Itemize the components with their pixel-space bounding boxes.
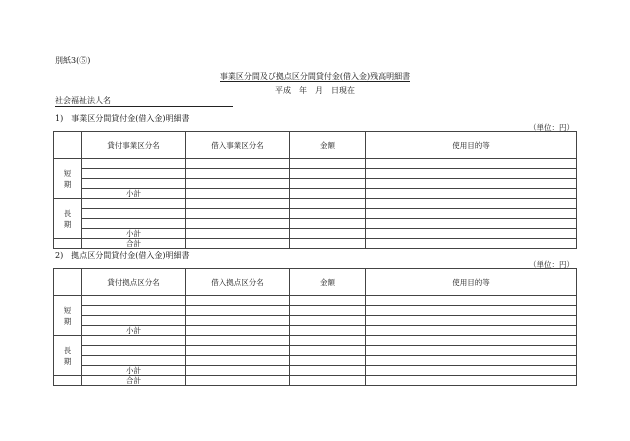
long-term-label: 長 期: [54, 199, 82, 239]
table-cell[interactable]: [186, 326, 290, 336]
table-cell[interactable]: [186, 356, 290, 366]
blank-cell: [54, 239, 82, 249]
total-row: [54, 239, 577, 249]
table-cell[interactable]: [186, 296, 290, 306]
table-cell[interactable]: [82, 356, 186, 366]
table-row: [54, 219, 577, 229]
total-row: [54, 376, 577, 386]
table-row: [54, 179, 577, 189]
table-cell[interactable]: [366, 316, 577, 326]
long-term-label: 長 期: [54, 336, 82, 376]
table-cell[interactable]: [366, 239, 577, 249]
table-cell[interactable]: [82, 296, 186, 306]
table-cell[interactable]: [186, 376, 290, 386]
table-cell[interactable]: [82, 159, 186, 169]
table-cell[interactable]: [366, 159, 577, 169]
subtotal-row: [54, 189, 577, 199]
column-header: 使用目的等: [366, 269, 577, 296]
table-cell[interactable]: [290, 346, 366, 356]
table-row: [54, 346, 577, 356]
table-cell[interactable]: [290, 189, 366, 199]
corner-cell: [54, 132, 82, 159]
subtotal-label: 小計: [82, 366, 186, 376]
subtotal-label: 小計: [82, 189, 186, 199]
column-header: 使用目的等: [366, 132, 577, 159]
corporation-name-field: [55, 96, 233, 107]
table-cell[interactable]: [366, 376, 577, 386]
table-cell[interactable]: [186, 346, 290, 356]
table-cell[interactable]: [290, 376, 366, 386]
table-cell[interactable]: [366, 296, 577, 306]
date-line: 平成 年 月 日現在: [275, 86, 355, 95]
table-cell[interactable]: [366, 179, 577, 189]
table-cell[interactable]: [290, 296, 366, 306]
annex-label: 別紙3(⑤): [55, 56, 91, 65]
total-label: 合計: [82, 376, 186, 386]
table-cell[interactable]: [82, 199, 186, 209]
section-2-table: [53, 268, 577, 386]
table-header-row: [54, 269, 577, 296]
table-cell[interactable]: [186, 366, 290, 376]
table-cell[interactable]: [186, 209, 290, 219]
column-header: 金額: [290, 132, 366, 159]
table-cell[interactable]: [366, 219, 577, 229]
document-title: 事業区分間及び拠点区分間貸付金(借入金)残高明細書: [219, 72, 411, 81]
column-header: 金額: [290, 269, 366, 296]
section-1-unit: （単位：円）: [529, 123, 574, 132]
table-cell[interactable]: [82, 346, 186, 356]
column-header: 借入事業区分名: [186, 132, 290, 159]
subtotal-row: [54, 229, 577, 239]
corporation-name-label: 社会福祉法人名: [55, 96, 111, 105]
table-cell[interactable]: [366, 229, 577, 239]
table-cell[interactable]: [366, 336, 577, 346]
short-term-label: 短 期: [54, 296, 82, 336]
table-cell[interactable]: [290, 179, 366, 189]
table-cell[interactable]: [290, 316, 366, 326]
table-cell[interactable]: [290, 366, 366, 376]
table-cell[interactable]: [186, 169, 290, 179]
table-cell[interactable]: [186, 239, 290, 249]
table-cell[interactable]: [82, 169, 186, 179]
section-1-table: [53, 131, 577, 249]
table-cell[interactable]: [290, 326, 366, 336]
table-cell[interactable]: [186, 219, 290, 229]
table-row: [54, 356, 577, 366]
table-cell[interactable]: [366, 189, 577, 199]
table-cell[interactable]: [186, 229, 290, 239]
table-cell[interactable]: [186, 159, 290, 169]
total-label: 合計: [82, 239, 186, 249]
column-header: 貸付事業区分名: [82, 132, 186, 159]
table-header-row: [54, 132, 577, 159]
table-cell[interactable]: [290, 356, 366, 366]
table-cell[interactable]: [186, 189, 290, 199]
subtotal-label: 小計: [82, 229, 186, 239]
table-cell[interactable]: [290, 229, 366, 239]
table-cell[interactable]: [290, 336, 366, 346]
table-cell[interactable]: [82, 209, 186, 219]
short-term-label: 短 期: [54, 159, 82, 199]
table-cell[interactable]: [186, 179, 290, 189]
table-cell[interactable]: [186, 336, 290, 346]
table-row: [54, 306, 577, 316]
table-cell[interactable]: [82, 306, 186, 316]
section-2-heading: 2) 拠点区分間貸付金(借入金)明細書: [55, 251, 190, 260]
table-cell[interactable]: [366, 356, 577, 366]
table-row: [54, 199, 577, 209]
table-cell[interactable]: [82, 179, 186, 189]
table-cell[interactable]: [186, 316, 290, 326]
table-cell[interactable]: [366, 306, 577, 316]
table-cell[interactable]: [82, 316, 186, 326]
table-cell[interactable]: [366, 326, 577, 336]
table-row: [54, 316, 577, 326]
table-cell[interactable]: [290, 159, 366, 169]
table-cell[interactable]: [290, 306, 366, 316]
table-cell[interactable]: [186, 199, 290, 209]
section-2-unit: （単位：円）: [529, 260, 574, 269]
table-cell[interactable]: [290, 219, 366, 229]
table-cell[interactable]: [290, 239, 366, 249]
table-cell[interactable]: [290, 169, 366, 179]
table-cell[interactable]: [290, 209, 366, 219]
corner-cell: [54, 269, 82, 296]
table-cell[interactable]: [290, 199, 366, 209]
subtotal-label: 小計: [82, 326, 186, 336]
table-cell[interactable]: [82, 219, 186, 229]
section-1-heading: 1) 事業区分間貸付金(借入金)明細書: [55, 114, 190, 123]
table-row: [54, 169, 577, 179]
column-header: 貸付拠点区分名: [82, 269, 186, 296]
table-cell[interactable]: [366, 366, 577, 376]
subtotal-row: [54, 366, 577, 376]
table-cell[interactable]: [366, 346, 577, 356]
column-header: 借入拠点区分名: [186, 269, 290, 296]
table-row: [54, 296, 577, 306]
table-cell[interactable]: [366, 209, 577, 219]
table-row: [54, 159, 577, 169]
subtotal-row: [54, 326, 577, 336]
blank-cell: [54, 376, 82, 386]
table-cell[interactable]: [366, 169, 577, 179]
table-cell[interactable]: [186, 306, 290, 316]
table-cell[interactable]: [82, 336, 186, 346]
table-row: [54, 209, 577, 219]
table-row: [54, 336, 577, 346]
table-cell[interactable]: [366, 199, 577, 209]
